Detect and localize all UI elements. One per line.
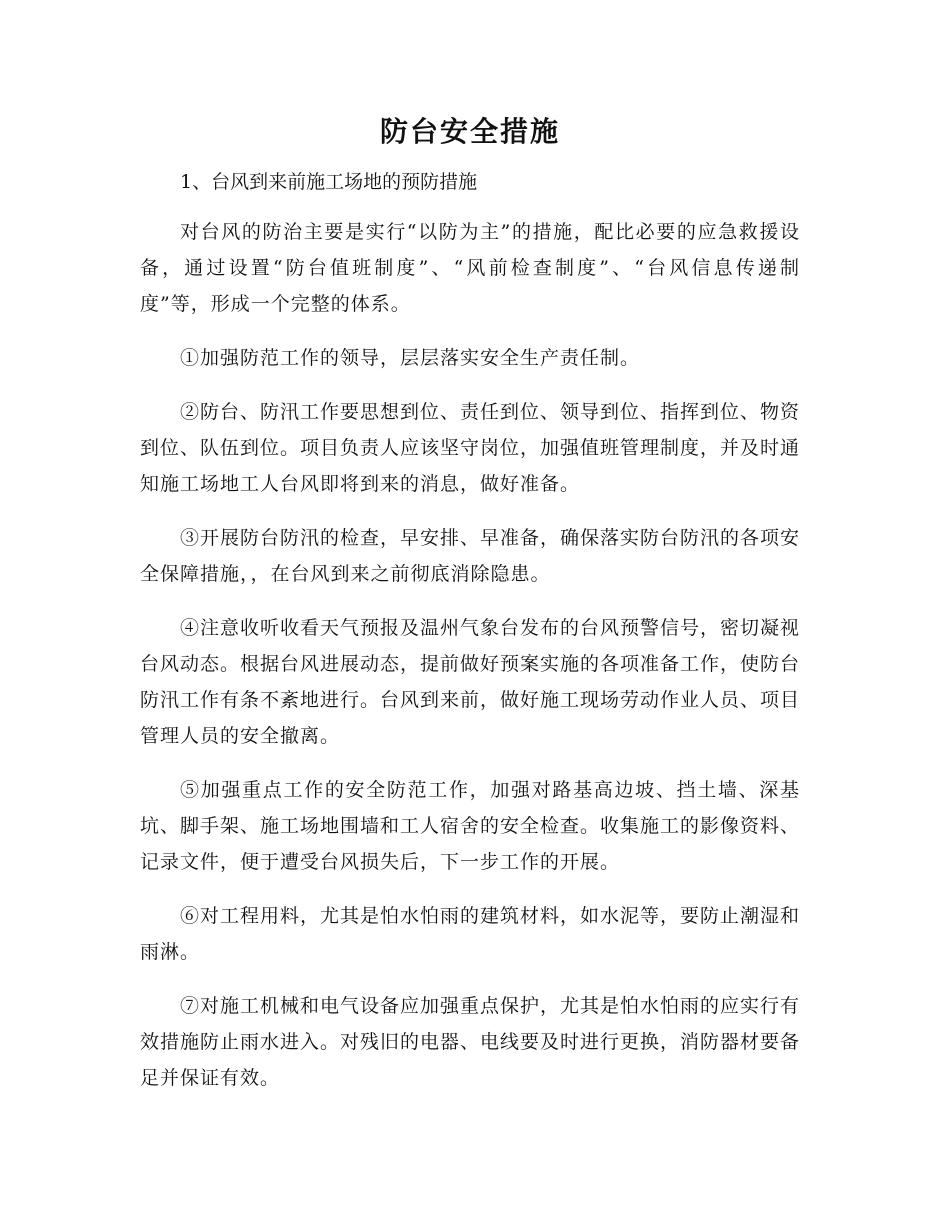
measure-7-paragraph: ⑦对施工机械和电气设备应加强重点保护，尤其是怕水怕雨的应实行有效措施防止雨水进入。对残旧的电器、电线要及时进行更换，消防器材要备足并保证有效。 bbox=[140, 995, 801, 1089]
intro-paragraph: 对台风的防治主要是实行“以防为主”的措施，配比必要的应急救援设备，通过设置“防台值班制度”、“风前检查制度”、“台风信息传递制度”等，形成一个完整的体系。 bbox=[140, 221, 800, 315]
section-heading: 1、台风到来前施工场地的预防措施 bbox=[180, 171, 478, 193]
measure-4-paragraph: ④注意收听收看天气预报及温州气象台发布的台风预警信号，密切凝视台风动态。根据台风进展动态，提前做好预案实施的各项准备工作，使防台防汛工作有条不紊地进行。台风到来前，做好施工现场劳动作业人员、项目管理人员的安全撤离。 bbox=[140, 617, 801, 747]
measure-5-paragraph: ⑤加强重点工作的安全防范工作，加强对路基高边坡、挡土墙、深基坑、脚手架、施工场地围墙和工人宿舍的安全检查。收集施工的影像资料、记录文件，便于遭受台风损失后，下一步工作的开展。 bbox=[140, 779, 801, 873]
document-page bbox=[140, 112, 800, 1114]
measure-1-paragraph: ①加强防范工作的领导，层层落实安全生产责任制。 bbox=[180, 347, 641, 369]
measure-2-paragraph: ②防台、防汛工作要思想到位、责任到位、领导到位、指挥到位、物资到位、队伍到位。项目负责人应该坚守岗位，加强值班管理制度，并及时通知施工场地工人台风即将到来的消息，做好准备。 bbox=[140, 401, 801, 495]
measure-3-paragraph: ③开展防台防汛的检查，早安排、早准备，确保落实防台防汛的各项安全保障措施，，在台风到来之前彻底消除隐患。 bbox=[140, 527, 801, 585]
page-title: 防台安全措施 bbox=[379, 115, 560, 148]
measure-6-paragraph: ⑥对工程用料，尤其是怕水怕雨的建筑材料，如水泥等，要防止潮湿和雨淋。 bbox=[140, 905, 801, 963]
